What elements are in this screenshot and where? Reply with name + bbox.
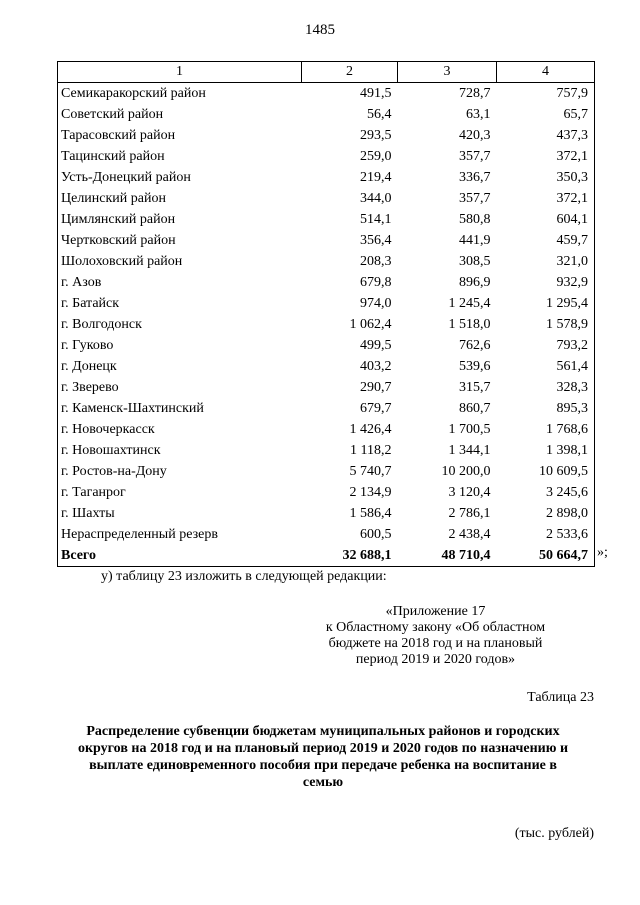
row-value-2019: 357,7 <box>459 149 491 164</box>
appendix-line: к Областному закону «Об областном <box>325 620 546 635</box>
row-value-2019: 3 120,4 <box>448 485 491 500</box>
column-header-3: 3 <box>398 62 497 83</box>
column-header-4: 4 <box>497 62 595 83</box>
row-value-2020: 10 609,5 <box>497 461 595 482</box>
table-body <box>58 83 595 567</box>
row-name: Советский район <box>58 104 302 125</box>
table-row <box>58 167 595 188</box>
table-row <box>58 419 595 440</box>
row-name: Нераспределенный резерв <box>58 524 302 545</box>
table-row <box>58 251 595 272</box>
table-row <box>58 104 595 125</box>
row-value-2018: 344,0 <box>360 191 392 206</box>
table-header-row <box>58 62 595 83</box>
row-value-2018: 600,5 <box>360 527 392 542</box>
page-number: 1485 <box>305 22 335 38</box>
row-name: г. Ростов-на-Дону <box>58 461 302 482</box>
appendix-line: бюджете на 2018 год и на плановый <box>328 636 543 651</box>
total-2018: 32 688,1 <box>302 545 398 567</box>
table-row <box>58 524 595 545</box>
document-title <box>58 723 588 791</box>
amendment-text: у) таблицу 23 изложить в следующей редакции: <box>101 569 387 584</box>
row-value-2018: 1 586,4 <box>349 506 392 521</box>
row-value-2018: 208,3 <box>360 254 392 269</box>
row-value-2020: 3 245,6 <box>497 482 595 503</box>
row-value-2018: 56,4 <box>367 107 392 122</box>
row-name: г. Батайск <box>58 293 302 314</box>
table-number: Таблица 23 <box>527 690 594 705</box>
table-row <box>58 83 595 105</box>
row-value-2020: 561,4 <box>497 356 595 377</box>
row-value-2019: 2 438,4 <box>448 527 491 542</box>
row-name: г. Волгодонск <box>58 314 302 335</box>
units-label: (тыс. рублей) <box>514 826 594 841</box>
row-value-2019: 315,7 <box>459 380 491 395</box>
table-row <box>58 188 595 209</box>
column-header-2: 2 <box>302 62 398 83</box>
row-name: Цимлянский район <box>58 209 302 230</box>
row-value-2019: 896,9 <box>459 275 491 290</box>
row-value-2020: 328,3 <box>497 377 595 398</box>
row-value-2018: 356,4 <box>360 233 392 248</box>
row-value-2018: 1 062,4 <box>349 317 392 332</box>
title-line: выплате единовременного пособия при передаче ребенка на воспитание в <box>89 758 557 773</box>
row-value-2019: 63,1 <box>466 107 491 122</box>
total-closing-quote: »; <box>597 545 608 560</box>
title-line: округов на 2018 год и на плановый период 2019 и 2020 годов по назначению и <box>77 741 569 756</box>
row-name: Тарасовский район <box>58 125 302 146</box>
row-value-2018: 403,2 <box>360 359 392 374</box>
row-value-2020: 1 295,4 <box>497 293 595 314</box>
row-value-2020: 65,7 <box>497 104 595 125</box>
row-value-2019: 441,9 <box>459 233 491 248</box>
row-value-2020: 1 398,1 <box>497 440 595 461</box>
row-value-2020: 604,1 <box>497 209 595 230</box>
row-name: г. Новочеркасск <box>58 419 302 440</box>
row-value-2018: 514,1 <box>360 212 392 227</box>
total-label: Всего <box>58 545 302 567</box>
row-value-2020: 437,3 <box>497 125 595 146</box>
row-value-2018: 974,0 <box>360 296 392 311</box>
row-name: Семикаракорский район <box>58 83 302 105</box>
table-row <box>58 482 595 503</box>
row-value-2018: 491,5 <box>360 86 392 101</box>
row-name: г. Каменск-Шахтинский <box>58 398 302 419</box>
total-2020: 50 664,7 <box>497 545 595 567</box>
table-row <box>58 272 595 293</box>
row-value-2020: 321,0 <box>497 251 595 272</box>
total-2019: 48 710,4 <box>398 545 497 567</box>
row-value-2020: 932,9 <box>497 272 595 293</box>
row-name: г. Зверево <box>58 377 302 398</box>
row-name: г. Новошахтинск <box>58 440 302 461</box>
row-value-2020: 459,7 <box>497 230 595 251</box>
table-row <box>58 125 595 146</box>
total-row <box>58 545 595 567</box>
table-row <box>58 314 595 335</box>
column-header-1: 1 <box>58 62 302 83</box>
table-row <box>58 503 595 524</box>
row-value-2020: 372,1 <box>497 146 595 167</box>
row-value-2020: 757,9 <box>497 83 595 105</box>
row-value-2019: 2 786,1 <box>448 506 491 521</box>
row-name: г. Гуково <box>58 335 302 356</box>
row-value-2020: 372,1 <box>497 188 595 209</box>
row-name: г. Азов <box>58 272 302 293</box>
title-line: Распределение субвенции бюджетам муниципальных районов и городских <box>86 724 560 739</box>
row-value-2019: 1 700,5 <box>448 422 491 437</box>
table-row <box>58 398 595 419</box>
row-value-2020: 1 768,6 <box>497 419 595 440</box>
row-name: Тацинский район <box>58 146 302 167</box>
row-value-2019: 1 245,4 <box>448 296 491 311</box>
row-value-2020: 2 898,0 <box>497 503 595 524</box>
appendix-line: период 2019 и 2020 годов» <box>355 652 516 667</box>
row-name: г. Шахты <box>58 503 302 524</box>
row-value-2018: 219,4 <box>360 170 392 185</box>
row-value-2019: 357,7 <box>459 191 491 206</box>
row-name: Чертковский район <box>58 230 302 251</box>
row-value-2018: 2 134,9 <box>349 485 392 500</box>
row-value-2018: 259,0 <box>360 149 392 164</box>
row-value-2018: 5 740,7 <box>349 464 392 479</box>
row-value-2020: 350,3 <box>497 167 595 188</box>
row-name: Усть-Донецкий район <box>58 167 302 188</box>
row-value-2019: 580,8 <box>459 212 491 227</box>
table-row <box>58 335 595 356</box>
appendix-line: «Приложение 17 <box>385 604 486 619</box>
row-value-2018: 679,7 <box>360 401 392 416</box>
row-value-2018: 293,5 <box>360 128 392 143</box>
row-name: Целинский район <box>58 188 302 209</box>
table-row <box>58 230 595 251</box>
row-value-2018: 1 426,4 <box>349 422 392 437</box>
row-value-2019: 539,6 <box>459 359 491 374</box>
row-value-2020: 1 578,9 <box>497 314 595 335</box>
table-row <box>58 440 595 461</box>
row-value-2019: 1 518,0 <box>448 317 491 332</box>
row-value-2018: 1 118,2 <box>350 443 392 458</box>
table-row <box>58 146 595 167</box>
row-value-2020: 895,3 <box>497 398 595 419</box>
row-value-2020: 2 533,6 <box>497 524 595 545</box>
table-row <box>58 356 595 377</box>
row-name: г. Донецк <box>58 356 302 377</box>
table-row <box>58 209 595 230</box>
table-row <box>58 293 595 314</box>
row-value-2019: 860,7 <box>459 401 491 416</box>
row-value-2018: 290,7 <box>360 380 392 395</box>
row-value-2019: 728,7 <box>459 86 491 101</box>
subvention-table <box>57 61 595 567</box>
appendix-reference <box>318 604 553 668</box>
row-value-2018: 499,5 <box>360 338 392 353</box>
row-value-2019: 308,5 <box>459 254 491 269</box>
row-value-2020: 793,2 <box>497 335 595 356</box>
table-row <box>58 461 595 482</box>
row-value-2019: 1 344,1 <box>448 443 491 458</box>
title-line: семью <box>302 775 344 790</box>
row-value-2019: 420,3 <box>459 128 491 143</box>
row-name: г. Таганрог <box>58 482 302 503</box>
row-value-2019: 336,7 <box>459 170 491 185</box>
row-value-2019: 10 200,0 <box>441 464 491 479</box>
row-value-2018: 679,8 <box>360 275 392 290</box>
table-row <box>58 377 595 398</box>
row-value-2019: 762,6 <box>459 338 491 353</box>
row-name: Шолоховский район <box>58 251 302 272</box>
